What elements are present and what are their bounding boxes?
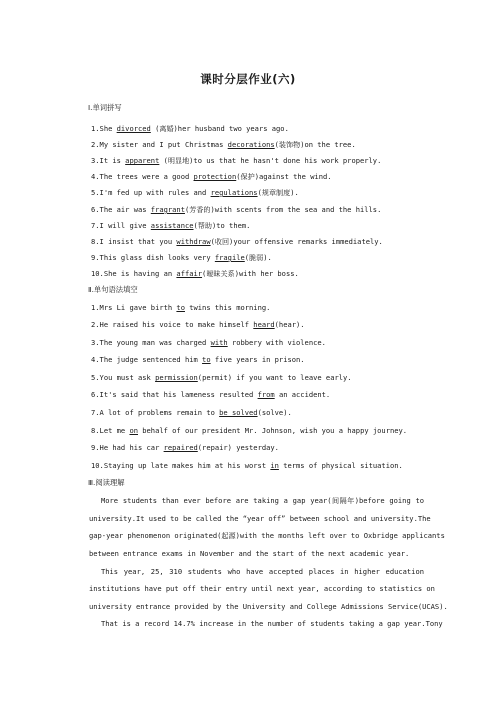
s2-item-5: 5.You must ask permission(permit) if you want to leave early. [91,373,352,382]
answer: fragrant [150,205,185,214]
s1-item-9: 9.This glass dish looks very fragile(脆弱). [91,253,272,262]
reading-line: institutions have put off their entry until next year, according to statistics on [89,584,435,593]
s1-item-1: 1.She divorced (离婚)her husband two years ago. [91,124,289,133]
answer: heard [253,320,275,329]
reading-line: This year, 25, 310 students who have accepted places in higher education [101,567,424,576]
answer: decorations [227,140,275,149]
answer: regulations [210,188,258,197]
answer: withdraw [176,237,211,246]
s1-item-3: 3.It is apparent (明显地)to us that he hasn't done his work properly. [91,156,382,165]
answer: on [129,426,138,435]
answer: permission [155,373,198,382]
page-title: 课时分层作业(六) [200,72,296,86]
section1-heading: Ⅰ.单词拼写 [88,103,122,112]
reading-line: university entrance provided by the University and College Admissions Service(UCAS). [89,602,448,611]
s1-item-5: 5.I'm fed up with rules and regulations(规章制度). [91,188,299,197]
s1-item-6: 6.The air was fragrant(芳香的)with scents from the sea and the hills. [91,205,382,214]
answer: repaired [163,443,198,452]
s2-item-4: 4.The judge sentenced him to five years in prison. [91,355,305,364]
answer: fragile [214,253,245,262]
section2-heading: Ⅱ.单句语法填空 [88,285,138,294]
answer: apparent [125,156,160,165]
reading-line: between entrance exams in November and the start of the next academic year. [89,549,410,558]
s2-item-6: 6.It's said that his lameness resulted from an accident. [91,390,331,399]
reading-line: That is a record 14.7% increase in the number of students taking a gap year.Tony [101,619,443,628]
answer: in [270,461,279,470]
answer: assistance [150,221,194,230]
s2-item-3: 3.The young man was charged with robbery with violence. [91,338,326,347]
section3-heading: Ⅲ.阅读理解 [88,478,125,487]
s1-item-4: 4.The trees were a good protection(保护)against the wind. [91,172,332,181]
s1-item-10: 10.She is having an affair(暧昧关系)with her boss. [91,269,299,278]
reading-line: university.It used to be called the “year off” between school and university.The [89,514,431,523]
answer: protection [193,172,237,181]
reading-line: More students than ever before are taking a gap year(间隔年)before going to [101,496,424,505]
reading-line: gap-year phenomenon originated(起源)with the months left over to Oxbridge applicants [89,531,445,540]
s2-item-2: 2.He raised his voice to make himself heard(hear). [91,320,305,329]
answer: divorced [116,124,151,133]
answer: to [202,355,211,364]
s1-item-2: 2.My sister and I put Christmas decorations(装饰物)on the tree. [91,140,356,149]
s1-item-8: 8.I insist that you withdraw(收回)your offensive remarks immediately. [91,237,383,246]
s2-item-8: 8.Let me on behalf of our president Mr. Johnson, wish you a happy journey. [91,426,408,435]
answer: be solved [219,408,258,417]
answer: from [257,390,275,399]
s2-item-1: 1.Mrs Li gave birth to twins this morning. [91,303,271,312]
s2-item-9: 9.He had his car repaired(repair) yesterday. [91,443,279,452]
answer: with [210,338,228,347]
s2-item-7: 7.A lot of problems remain to be solved(solve). [91,408,292,417]
s2-item-10: 10.Staying up late makes him at his worst in terms of physical situation. [91,461,403,470]
answer: affair [176,269,203,278]
s1-item-7: 7.I will give assistance(帮助)to them. [91,221,251,230]
answer: to [176,303,185,312]
